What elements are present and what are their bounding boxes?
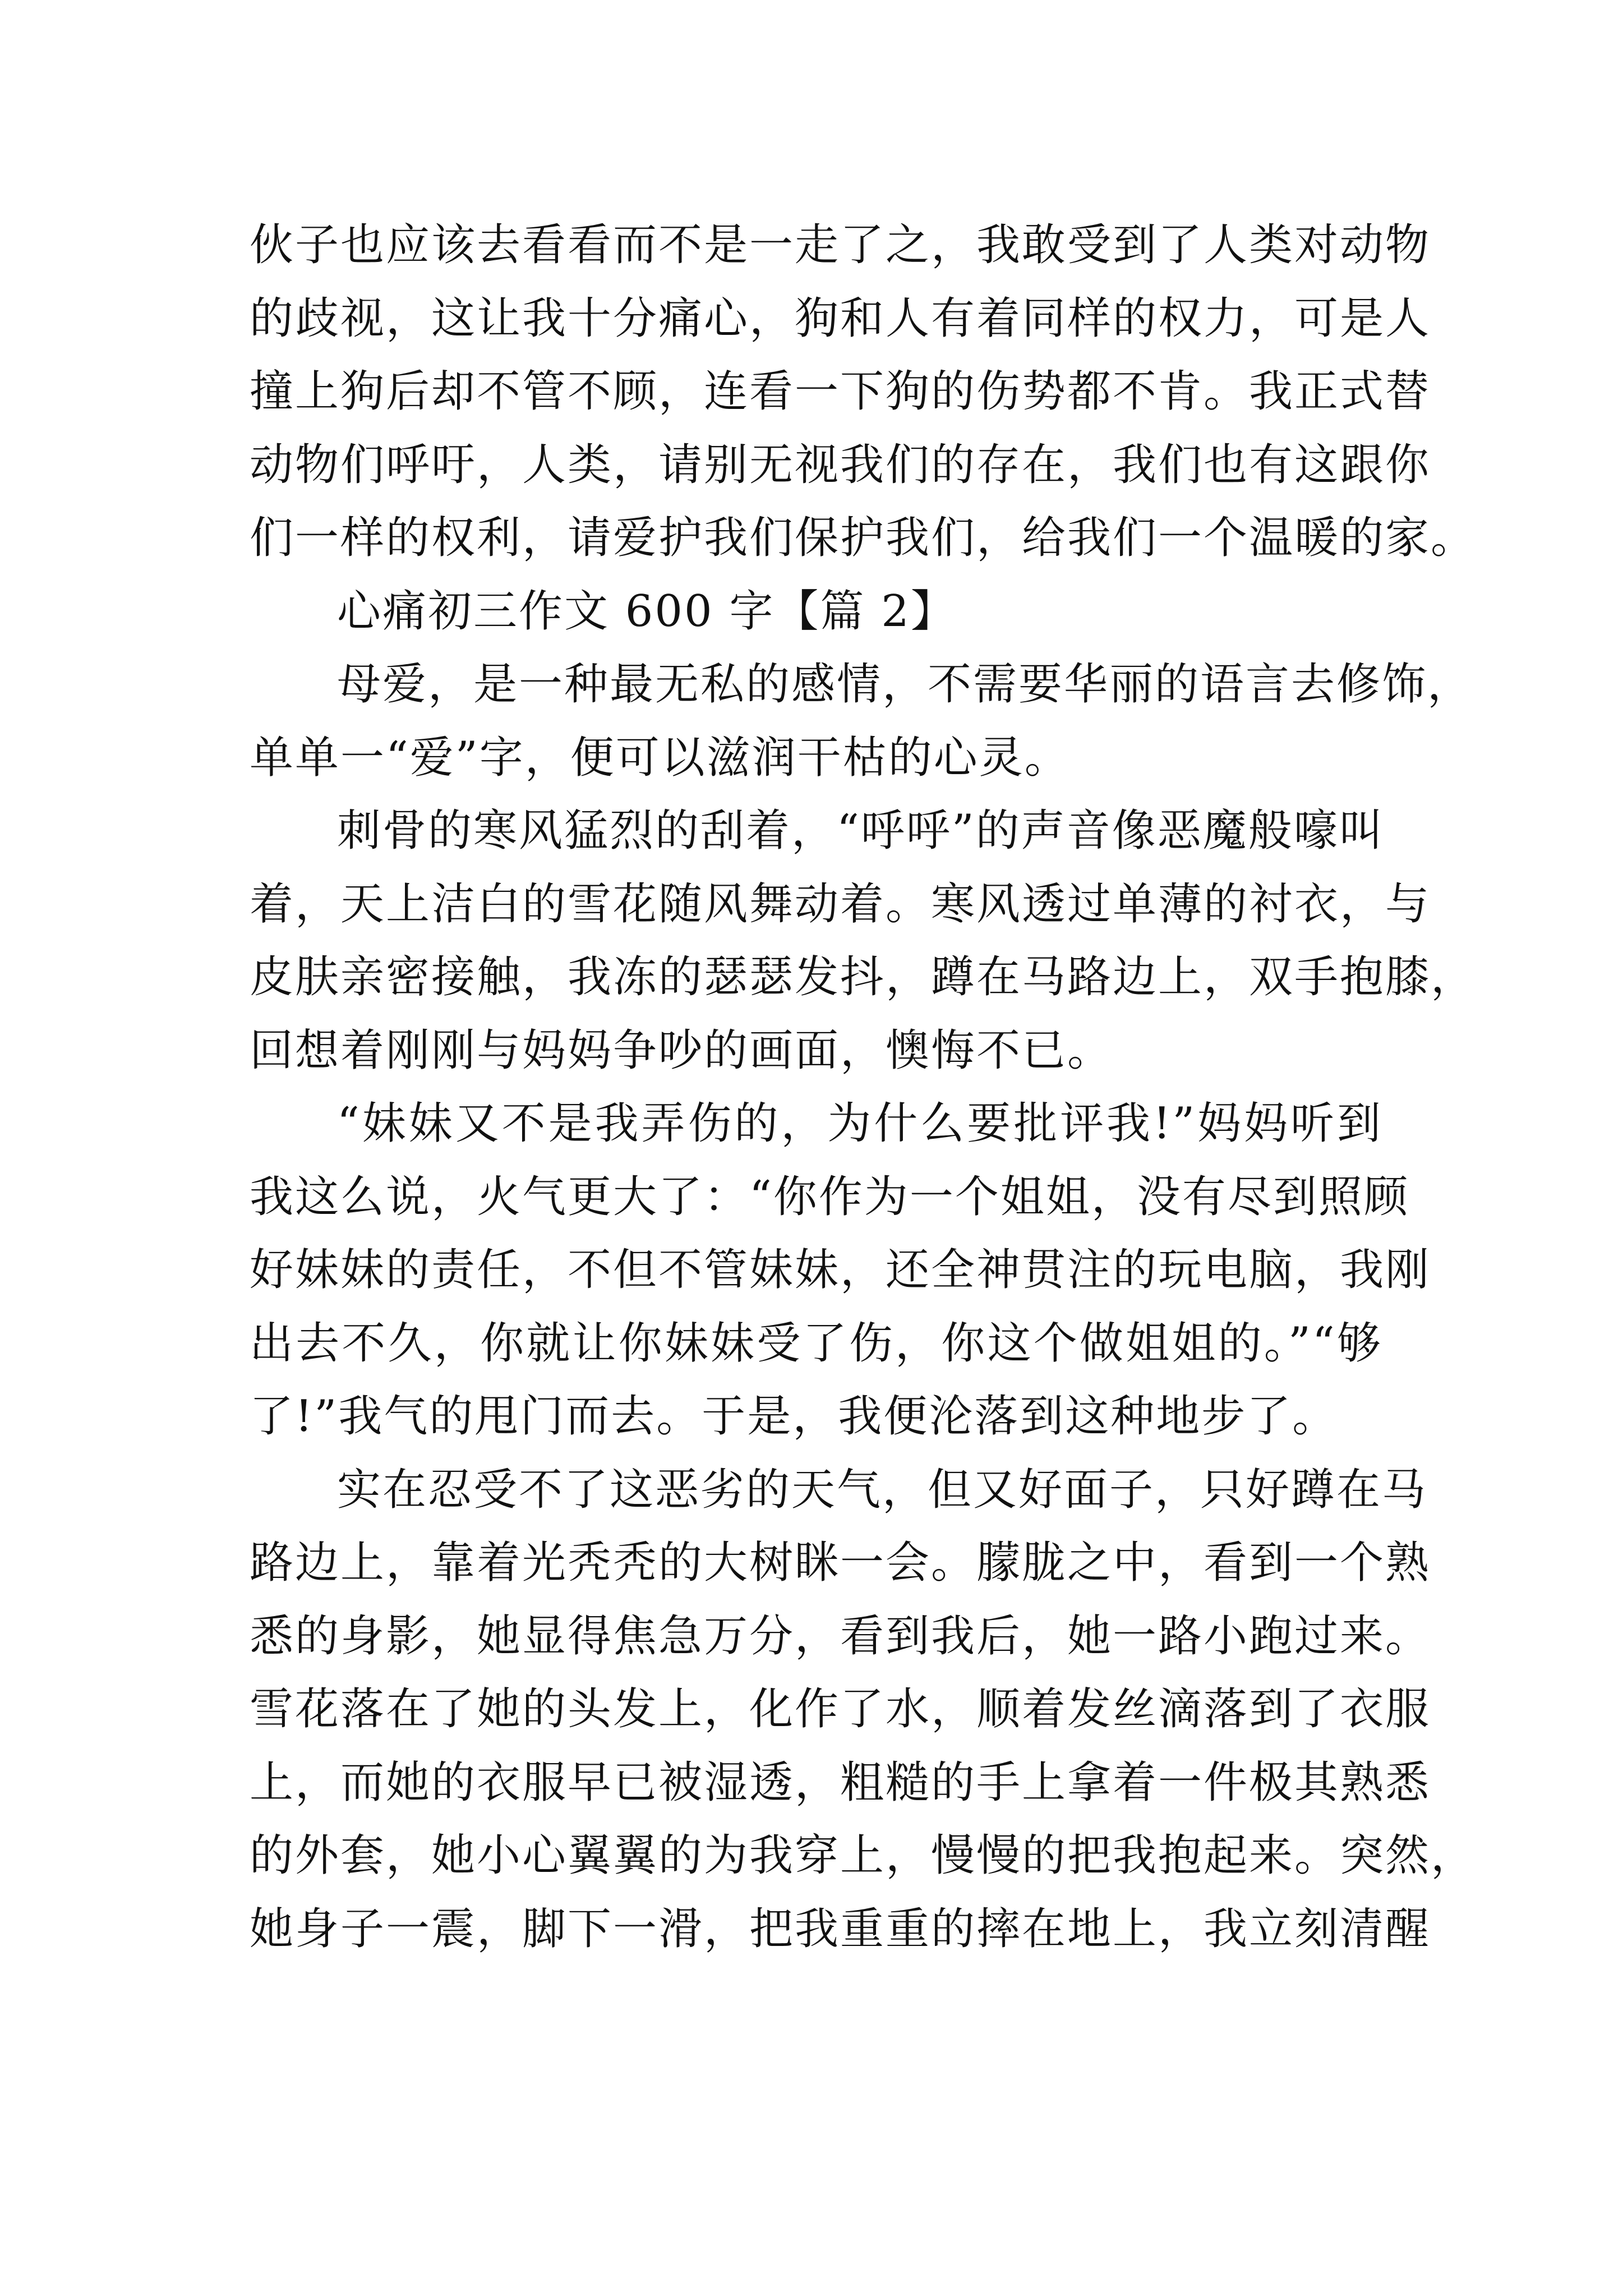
text-line: 的外套，她小心翼翼的为我穿上，慢慢的把我抱起来。突然，	[250, 1830, 1477, 1881]
text-line: 的歧视，这让我十分痛心，狗和人有着同样的权力，可是人	[250, 293, 1431, 344]
paragraph-first-line: 母爱，是一种最无私的感情，不需要华丽的语言去修饰，	[337, 659, 1473, 710]
text-line: 出去不久，你就让你妹妹受了伤，你这个做姐姐的。”“够	[250, 1318, 1382, 1369]
paragraph-first-line: “妹妹又不是我弄伤的，为什么要批评我!”妈妈听到	[337, 1098, 1382, 1149]
text-line: 回想着刚刚与妈妈争吵的画面，懊悔不已。	[250, 1025, 1113, 1076]
paragraph-first-line: 实在忍受不了这恶劣的天气，但又好面子，只好蹲在马	[337, 1464, 1428, 1515]
text-line: 她身子一震，脚下一滑，把我重重的摔在地上，我立刻清醒	[250, 1903, 1431, 1954]
text-line: 单单一“爱”字，便可以滋润干枯的心灵。	[250, 732, 1070, 783]
body-text	[250, 209, 1477, 1966]
text-line: 撞上狗后却不管不顾，连看一下狗的伤势都不肯。我正式替	[250, 366, 1431, 417]
text-line: 路边上，靠着光秃秃的大树眯一会。朦胧之中，看到一个熟	[250, 1538, 1431, 1588]
text-line: 好妹妹的责任，不但不管妹妹，还全神贯注的玩电脑，我刚	[250, 1245, 1431, 1295]
text-line: 皮肤亲密接触，我冻的瑟瑟发抖，蹲在马路边上，双手抱膝，	[250, 952, 1477, 1002]
paragraph-first-line: 刺骨的寒风猛烈的刮着，“呼呼”的声音像恶魔般嚎叫	[337, 806, 1385, 856]
text-line: 我这么说，火气更大了：“你作为一个姐姐，没有尽到照顾	[250, 1171, 1409, 1222]
text-line: 雪花落在了她的头发上，化作了水，顺着发丝滴落到了衣服	[250, 1684, 1431, 1734]
section-heading: 心痛初三作文 600 字【篇 2】	[337, 586, 956, 637]
text-line: 了!”我气的甩门而去。于是，我便沦落到这种地步了。	[250, 1391, 1338, 1442]
text-line: 伙子也应该去看看而不是一走了之，我敢受到了人类对动物	[250, 220, 1431, 270]
text-line: 上，而她的衣服早已被湿透，粗糙的手上拿着一件极其熟悉	[250, 1757, 1431, 1808]
text-line: 悉的身影，她显得焦急万分，看到我后，她一路小跑过来。	[250, 1611, 1431, 1662]
text-line: 们一样的权利，请爱护我们保护我们，给我们一个温暖的家。	[250, 513, 1477, 563]
text-line: 动物们呼吁，人类，请别无视我们的存在，我们也有这跟你	[250, 439, 1431, 490]
text-line: 着，天上洁白的雪花随风舞动着。寒风透过单薄的衬衣，与	[250, 878, 1431, 930]
